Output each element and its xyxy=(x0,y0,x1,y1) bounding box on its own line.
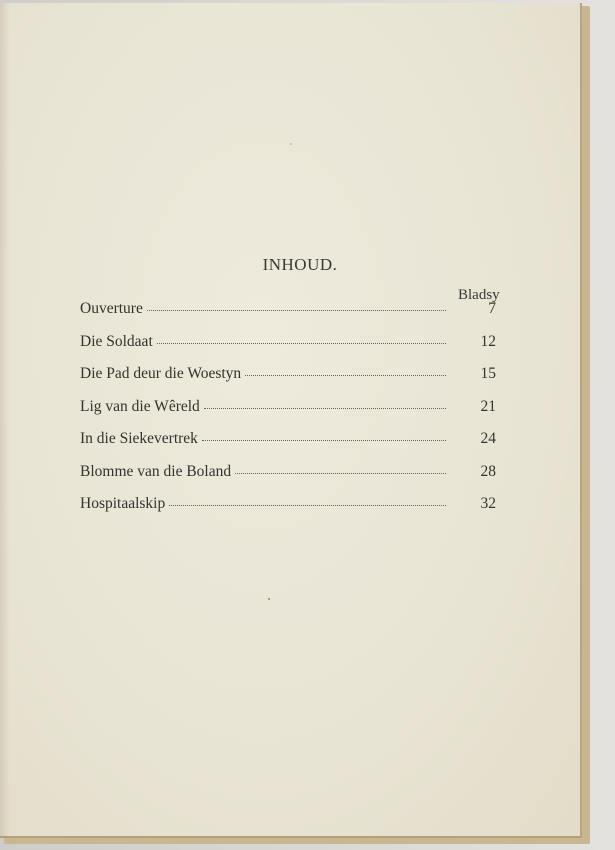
paper-speck xyxy=(290,143,292,145)
toc-entry-in-die-siekevertrek xyxy=(80,430,500,463)
toc-entry-die-soldaat xyxy=(80,333,500,366)
toc-entry-hospitaalskip xyxy=(80,495,500,528)
toc-entry-page: 28 xyxy=(480,462,496,480)
dot-leader xyxy=(235,471,446,474)
toc-entry-title: Blomme van die Boland xyxy=(80,462,232,480)
toc-entry-page: 21 xyxy=(480,397,496,415)
toc-entry-die-pad-deur-die-woestyn xyxy=(80,365,500,398)
toc-entry-page: 7 xyxy=(488,300,496,317)
dot-leader xyxy=(147,308,446,311)
dot-leader xyxy=(245,373,446,376)
toc-entry-page: 15 xyxy=(480,365,496,382)
toc-entry-page: 12 xyxy=(480,332,496,350)
toc-entry-blomme-van-die-boland xyxy=(80,463,500,496)
toc-entry-lig-van-die-wereld xyxy=(80,398,500,431)
dot-leader xyxy=(157,341,446,344)
page-column-header: Bladsy xyxy=(458,287,500,303)
toc-entry-title: Die Soldaat xyxy=(80,332,153,350)
paper-speck xyxy=(268,598,270,600)
toc-entry-title: Ouverture xyxy=(80,300,143,317)
toc-entry-title: Hospitaalskip xyxy=(80,495,166,512)
dot-leader xyxy=(204,406,446,409)
toc-entry-title: In die Siekevertrek xyxy=(80,430,198,447)
toc-entry-title: Lig van die Wêreld xyxy=(80,397,200,415)
toc-entry-page: 32 xyxy=(480,495,496,512)
dot-leader xyxy=(169,503,446,506)
table-of-contents xyxy=(80,300,500,528)
toc-entry-ouverture xyxy=(80,300,500,333)
page-title: INHOUD. xyxy=(262,255,338,274)
toc-entry-title: Die Pad deur die Woestyn xyxy=(80,365,242,382)
toc-entry-page: 24 xyxy=(480,430,496,447)
dot-leader xyxy=(202,438,446,441)
